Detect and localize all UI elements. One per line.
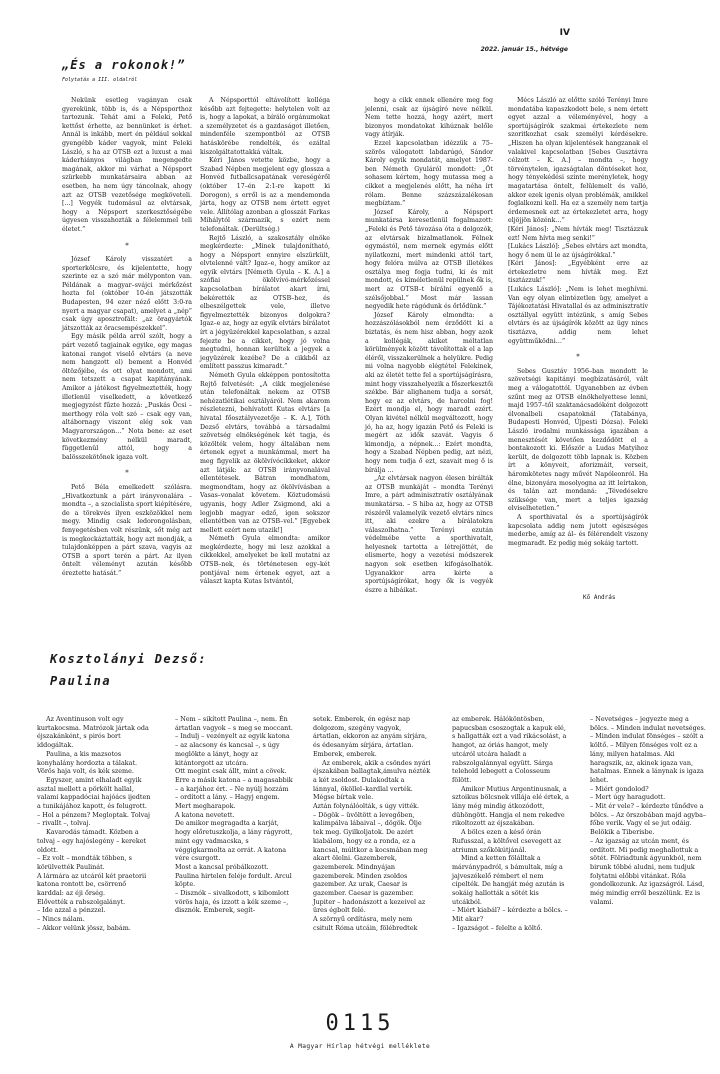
story-paragraph: Egyszer, amint elhaladt egyik asztal mellett a pörkölt hallal, valami kappadóciai hajóács ijedten a tunikájához kapott, és felugrott. xyxy=(37,775,151,811)
page-number: IV xyxy=(559,28,570,38)
article-paragraph: A Népsporttól eltávolított kolléga később azt fejtegette: helytelen volt az is, hogy a lapokat, a bíráló orgánumokat a személyzetet és a gazdaságot illetően, mindenféle szempontból az OTSB hatáskörébe rendelték, és ezáltal kiszolgáltatottakká váltak. xyxy=(200,97,330,156)
story-paragraph: Elővették a rabszolgalányt. xyxy=(37,897,126,906)
poem-author: Kosztolányi Dezső: xyxy=(50,652,208,666)
story-paragraph: – Nem – sikított Paulina –, nem. Én ártatlan vagyok – s meg se moccant. xyxy=(175,715,293,732)
article-column-1 xyxy=(62,97,192,578)
story-paragraph: A lármára az utcáról két praetorii katona rontott be, csörrenő karddal: az éji őrség. xyxy=(37,871,147,898)
article-paragraph: József Károly, a Népsport munkatársa keresetlenül fogalmazott: „Feleki és Pető távozása óta a dolgozók, az elvtársak bizalmatlanok. Félnek egymástól, nem mernek egymás előtt nyilatkozni, mert mindenki attól tart, hogy felóra múlva az OTSB illetékes osztálya meg fogja tudni, ki és mit mondott, és kíméletlenül repülnek ők is, mert az OTSB–t bírálni egyenlő a szélsőjobbal.” Most már lassan negyedik hete rágódunk és őrlődünk.” xyxy=(365,208,493,311)
article-paragraph: József Károly visszatért a sporterkölcsre, és kijelentette, hogy szerinte ez a szó már mélyponton van. Példának a magyar–svájci mérkőzést hozta fel (október 10-én játszották Budapesten, 94 ezer néző előtt 3:0-ra nyert a magyar csapat), amelyet a „nép” csak úgy aposztrofált: „az öragyártók játszották az öracsempészekkel”. xyxy=(62,256,192,332)
story-paragraph: – Mit ér vele? – kérdezte tűnődve a bölcs. – Az örszobában majd agyba–főbe verik. Vagy el se jut odáig. Belökik a Tiberisbe. xyxy=(590,802,707,837)
story-paragraph: Paulina, a kis mazsotos konyhalány hordozta a tálakat. Vörös haja volt, és kék szeme. xyxy=(37,749,138,776)
supplement-label: A Magyar Hírlap hétvégi melléklete xyxy=(289,1043,431,1050)
story-paragraph: De amikor megragadta a karját, hogy előretuszkolja, a lány rágyrott, mint egy vadmacska, s véggigkarmolta az orrát. A katona vére csurgott. xyxy=(175,819,293,863)
article-paragraph: Sebes Gusztáv 1956–ban mondott le szövetségi kapitányi megbízatásáról, vált meg a válogatottól. Ugyanebben az évben szűnt meg az OTSB elnökhelyettese lenni, majd 1957–től szaktanácsadóként dolgozott élvonalbeli csapatoknál (Tatabánya, Budapesti Honvéd, Újpesti Dózsa). Feleki László irodalmi munkássága igazában a menesztését követően kezdődött el a bontakozott ki. Először a Ludas Matyihoz került, de dolgozott több lapnak is. Közben írt a könyveit, aforizmáit, verseit, háromkötetes nagy művét Napóleonról. Ha élne, bizonyára mosolyogna az itt leírtakon, és talán azt mondaná: „Tévedésekre szüksége van, mert a teljes igazság elviselhetetlen.” xyxy=(508,367,648,513)
story-paragraph: Az emberek, akik a csöndes nyári éjszakában ballagtak,ámulva nézték a két zsoldost. Dulakodtak a lánnyal, ököllel–kardlal verték. Mégse bírtak vele. xyxy=(313,758,431,802)
story-paragraph: – Hol a pénzem? Megloptak. Tolvaj – rivallt –, tolvaj. xyxy=(37,810,150,828)
section-separator: * xyxy=(125,469,129,478)
article-paragraph: hogy a cikk ennek ellenére meg fog jelenni, csak az újságíró neve nélkül. Nem tette hozzá, hogy azért, mert bizonyos mondatokat kihúznak belőle vagy átírják. xyxy=(365,97,493,139)
story-paragraph: Mind a ketten fölálltak a márványpadról, s bámultak, míg a jajveszékelő rémbert el nem cipelték. De hangját még azután is sokáig hallották a sötét kis utcákból. xyxy=(452,854,565,906)
story-paragraph: Kavarodás támadt. Közben a tolvaj – egy hajóslegény – kereket oldott. xyxy=(37,828,147,854)
poem-title: Paulina xyxy=(50,674,112,688)
folio-number: 0115 xyxy=(325,1011,395,1036)
story-column-1 xyxy=(37,715,155,933)
story-paragraph: Ott megint csak állt, mint a cövek. xyxy=(175,767,287,776)
article-signature: Kő András xyxy=(583,594,616,601)
article-paragraph: Mécs László az előtte szóló Terényi Imre mondatába kapaszkodott bele, s nem értett egyet azzal a véleményével, hogy a sportújságírók szakmai értekezlete nem szoritkozhat csak személyi kérdésekre. „Hiszen ha olyan kijelentések hangzanak el valakivel kapcsolatban [Sebes Gusztávra célzott – K. A.] – mondta –, hogy törvénytelen, igazságtalan döntéseket hoz, hogy tényekédési szinte merényletek, hogy magatartása öntelt, felülemelt és valló, akkor ezek igenis olyan problémák, amikkel foglalkozni kell. Ha ez a személy nem tartja érdemesnek ezt az értekezletet arra, hogy eljöjjön közénk…” xyxy=(508,97,648,225)
article-paragraph: [Lukács László]: „Sebes elvtárs azt mondta, hogy ő nem ül le az újságírókkal.” xyxy=(508,243,648,259)
article-paragraph: [Kéri János]: „Egyébként erre az értekezletre nem hívták meg. Ezt tisztázzuk!” xyxy=(508,260,648,285)
continuation-note: Folytatás a III. oldalról xyxy=(62,77,138,83)
article-paragraph: Ezzel kapcsolatban idézzük a 75–szörös válogatott labdarúgó, Sándor Károly egyik mondatát, amelyet 1987-ben Németh Gyuláról mondott: „Őt sohasem kértem, hogy mutassa meg a cikket a megjelenés előtt, ha néha írt rólam. Benne százszázalékosan megbíztam.” xyxy=(365,139,493,208)
article-paragraph: József Károly elmondta: a hozzászólásokból nem érződött ki a biztatás, és nem hisz abban, hogy azok a kollégák, akiket méltatlan körülmények között távolítottak el a lap éléről, visszakerülnek a helyükre. Pedig mi volna nagyobb elégtétel Felekinek, aki az életét tette fel a sportújságírásra, mint hogy visszahelyezik a főszerkesztői székbe. Bár alighanem tudja a sorsát, hogy ez az elvtárs, de harcolni fog! Ezért mondja el, hogy maradt ezért. Olyan kivétel nélkül megváltozott, hogy jó, ha az, hogy igazán Pető és Feleki is megért az idők szavát. Vagyis ő kimondja, a népnek...: Ezért mondta, hogy a Szabad Népben pedig, azt nézi, hogy nem tudja ő ezt, szavait meg ő is bírálja ... xyxy=(365,311,493,474)
story-paragraph: – Nevetséges – jegyezte meg a bölcs. – Minden indulat nevetséges. xyxy=(590,715,706,732)
story-paragraph: – Miért gondolod? xyxy=(590,784,649,793)
story-column-3 xyxy=(313,715,431,933)
story-paragraph: – Minden indulat fönséges – szólt a költő. – Milyen fönséges volt ez a lány, milyen hatalmas. Aki haragszik, az, akinek igaza van, hatalmas. Ennek a lánynak is igaza lehet. xyxy=(590,732,704,784)
story-paragraph: A szörnyű ordításra, mely nem csitult Róma utcáin, fölébredtek xyxy=(313,915,418,932)
story-paragraph: A bölcs ezen a késő órán Rufusszal, a költővel csevegett az atriumn szőkökútjánál. xyxy=(452,828,561,854)
article-paragraph: „Az elvtársak nagyon élesen bírálták az OTSB munkáját – mondta Terényi Imre, a párt adminisztratív osztályának munkatársa. – S hiba az, hogy az OTSB részéről valamelyik vezető elvtárs nincs itt, aki ezekre a bírálatokra válaszolhatna.” Terényi ezután védelmébe vette a sporthivatalt, helyesnek tartotta a létrejöttét, de elismerte, hogy a vezetési módszerek nagyon sok esetben kifogásolhatók. Ugyanakkor arra kérte a sportújságírókat, hogy ők is vegyék észre a hibáikat. xyxy=(365,475,493,594)
article-title: „És a rokonok!” xyxy=(62,58,186,72)
story-paragraph: – Indulj – vezényelt az egyik katona – az alacsony és kancsal –, s úgy meglökte a lányt, hogy az kitántorgott az utcára. xyxy=(175,732,290,767)
article-paragraph: Németh Gyula ekképpen pontosította Rejtő felvetését: „A cikk megjelenése után telefonáltak nekem az OTSB nehézatlétikai osztályáról. Nem akarom részletezni, behívatott Kutas elvtárs [a hivatal főosztályvezetője – K. A.], Tóth Dezső elvtárs, továbbá a társadalmi szövetség elnökségének két tagja, és közölték velem, hogy általában nem értenek egyet a munkámmal, mert ha meg figyelik az ökölvívócikkeket, akkor azt látják: az OTSB irányvonalával ellentétesek. Bátran mondhatom, megmondtam, hogy az ökölvívásban a Vasas–vonalat követem. Köztudomású ugyanis, hogy Adler Zsigmond, aki a legjobb magyar edző, igen sokszor ellentétben van az OTSB–vel.” [Egyebek mellett ezért nem utazik!] xyxy=(200,372,330,534)
story-paragraph: – Ez volt – mondták többen, s körülvették Paulinát. xyxy=(37,854,132,871)
article-paragraph: Kéri János vetette közbe, hogy a Szabad Népben megjelent egy glossza a Honvéd futballcsapatának vereségéről (október 17–én 2:1-re kapott ki Dorogon), s erről is az a mendemonda járta, hogy az OTSB nem értett egyet vele. Állítólag azonban a glosszát Farkas Mihálytól származik, s ezért nem telefonáltak. (Derültség.) xyxy=(200,157,330,233)
article-paragraph: Németh Gyula elmondta: amikor megkérdezte, hogy mi lesz azokkal a cikkekkel, amelyeket be kell mutatni az OTSB–nek, és történetesen egy–két pontjával nem értenek egyet, azt a választ kapta Kutas Istvántól, xyxy=(200,535,330,586)
story-paragraph: – Akkor velünk jössz, babám. xyxy=(37,923,131,932)
story-column-4 xyxy=(452,715,570,933)
article-paragraph: [Kéri János]: „Nem hívták meg! Tisztázzuk ezt! Nem hívta meg senki!” xyxy=(508,225,648,242)
story-paragraph: – Igazságot – felelte a költő. xyxy=(452,923,543,932)
article-paragraph: Nekünk esetleg vagányan csak gyerekünk, több is, és a Népsporthoz tartozunk. Tehát ami a Feleki, Pető kettőst érhette, az bennünket is érhet. Annál is inkább, mert én például sokkal gyengébb káder vagyok, mint Feleki László, s ha az OTSB ezt a luxust a mai káderhiányos világban megengedte magának, akkor mi várhat a Népsport szürkebb munkatársaira abban az esetben, ha nem úgy táncolnak, ahogy azt az OTSB vezetősége megköveteli. [...] Vegyék tudomásul az elvtársak, hogy a Népsport szerkesztőségébe úgyesen visszahozták a félelemmel teli életet.” xyxy=(62,97,192,233)
story-paragraph: – Miért kiabál? – kérdezte a bölcs. – Mit akar? xyxy=(452,906,568,924)
story-paragraph: Az Aventinuson volt egy kurtakocsma. Matrózok jártak oda éjszakánként, s pirós bort iddogáltak. xyxy=(37,715,149,750)
article-column-4 xyxy=(508,97,648,548)
story-paragraph: Most a kancsal próbálkozott. Paulina hirtelen feléje fordult. Arcul köpte. xyxy=(175,862,292,889)
story-paragraph: – Az igazság az utcán ment, és ordított. Mi pedig meghallottuk a sötét. Fölriadtunk ágyunkból, nem birunk többé aludni, nem tudjuk folytatni előbbi vitánkat. Róla gondolkozunk. Az igazságról. Lásd, még mindig erről beszélünk. Ez is valami. xyxy=(590,836,705,906)
issue-date: 2022. január 15., hétvége xyxy=(480,46,568,53)
article-paragraph: Pető Béla emelkedett szólásra. „Hivatkoztunk a párt irányvonalára – mondta –, a szocialista sport kiépítésére, de a törekvés ilyen eszközökkel nem megy. Mindig csak ledorongolásban, fenyegetésben volt részünk, sőt még azt is megkockáztatták, hogy azt mondják, a tulajdonképpen a párt szava, vagyis az OTSB a sport terén a párt. Az ilyen öntelt véleményt azután később éreztette hatását.” xyxy=(62,483,192,577)
story-paragraph: Amikor Mutius Argentinusnak, a sztoikus bölcsnek villája elé értek, a lány még mindig átkozódott, dühöngött. Hangja el nem rekedve rikoltozott az éjszakában. xyxy=(452,784,569,828)
article-column-3 xyxy=(365,97,493,595)
article-paragraph: [Lukács László]: „Nem is lehet meghívni. Van egy olyan elintézetlen ügy, amelyet a Tájékoztatási Hivatallal és az adminisztratív osztállyal együtt intézünk, s amíg Sebes elvtárs és az újságírók között az ügy nincs tisztázva, addig nem lehet együttműködni…” xyxy=(508,286,648,345)
article-paragraph: Egy másik példa arról szólt, hogy a párt vezető tagjainak egyike, egy magas katonai rangot viselő elvtárs (a neve nem hangzott el) bement a Honvéd öltözőjébe, és ott olyat mondott, ami nem tetszett a csapat kapitányának. Amikor a játékost figyelmeztették, hogy illetlenül viselkedett, a következő megjegyzést fűzte hozzá: „Puskás Öcsi – merthogy róla volt szó – csak egy van, altábornagy viszont elég sok van Magyarországon…” Nota bene: az eset következmény nélkül maradt, függetlenül attól, hogy a balösszekötőnek igaza volt. xyxy=(62,333,192,461)
poem-heading xyxy=(50,648,207,692)
section-separator: * xyxy=(576,353,580,362)
section-separator: * xyxy=(125,241,129,250)
story-column-2 xyxy=(175,715,293,915)
story-paragraph: – Ide azzal a pénzzel. xyxy=(37,906,106,915)
story-paragraph: – Nincs nálam. xyxy=(37,915,85,924)
story-paragraph: – Dögök – üvöltött a levegőben, kalimpálva lábaival –, dögök. Ölje tek meg. Gyilkoljatok. De azért kiabálom, hogy ez a ronda, ez a kancsal, múltkor a kocsmában meg akart ölelni. Gazemberek, gazemberek. Mindnyájan gazemberek. Minden zsoldos gazember. Az urak, Caesar is gazember. Caesar is gazember. Jupiter – hadonászott a kezeivel az üres égbolt felé. xyxy=(313,810,428,915)
story-paragraph: Aztán folynálóolták, s úgy vitték. xyxy=(313,802,420,811)
story-paragraph: – Mert úgy haragudott. xyxy=(590,793,666,802)
article-paragraph: Rejtő László, a szakosztály elnöke megkérdezte: „Minek tulajdonítható, hogy a Népsport ennyire elszürkült, elvtelenné vált? Igaz–e, hogy amikor az egyik elvtárs [Németh Gyula – K. A.] a szófiai ökölvívó-mérkőzéssel kapcsolatban bírálatot akart írni, bekérették az OTSB–hez, és elbeszélgettek vele, illetve figyelmeztették bizonyos dolgokra? Igaz–e az, hogy az egyik elvtárs bírálatot írt a jégyüzérekkel kapcsolatban, s azzal fejezte be a cikket, hogy jó volna megtudni, honnan kerültek a jegyek a jegyüzérek kezébe? De a cikkből az említett passzus kimaradt.” xyxy=(200,234,330,371)
story-paragraph: – Disznók – sivalkodott, s kibomlott vörös haja, és izzott a kék szeme –, disznók. Emberek, segít- xyxy=(175,889,290,915)
story-paragraph: setek. Emberek, én egész nap dolgozom, szegény vagyok, ártatlan, ekkoron az anyám sírjára, és édesanyám sírjára, ártatlan. Emberek, emberek. xyxy=(313,715,427,758)
article-column-2 xyxy=(200,97,330,587)
story-paragraph: A katona nevetett. xyxy=(175,810,235,819)
story-column-5 xyxy=(590,715,708,906)
story-paragraph: Erre a másik katona – a magasabbik – a karjához ért. – Ne nyúlj hozzám – ordított a lány. – Hagyj engem. Mert megharapok. xyxy=(175,775,293,811)
article-paragraph: A sporthivatal és a sportújságírók kapcsolata addig nem jutott egészséges mederbe, amíg az ál– és félérendelt viszony megmaradt. Ez pedig még sokáig tartott. xyxy=(508,513,648,547)
story-paragraph: az emberek. Hálóköntösben, papucsban csoszogtak a kapuk elé, s hallgatták ezt a vad rikácsolást, a hangot, az óriás hangot, mely utcáról utcára haladt a rabszolgalánnyal együtt. Sárga telehold lebegett a Colosseum fölött. xyxy=(452,715,567,784)
